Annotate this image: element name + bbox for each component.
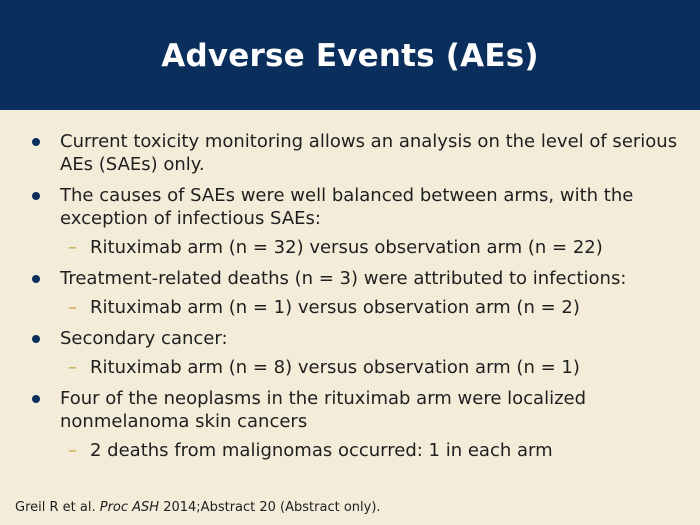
bullet-item	[28, 327, 678, 350]
citation-details: 2014;Abstract 20 (Abstract only).	[163, 500, 381, 515]
sub-bullet-item	[28, 356, 678, 379]
sub-bullet-text: Rituximab arm (n = 1) versus observation arm (n = 2)	[90, 297, 580, 318]
bullet-dot-icon	[32, 138, 40, 146]
bullet-dot-icon	[32, 395, 40, 403]
citation	[15, 500, 381, 515]
bullet-item	[28, 387, 678, 433]
bullet-dot-icon	[32, 275, 40, 283]
bullet-item	[28, 184, 678, 230]
sub-bullet-text: Rituximab arm (n = 8) versus observation arm (n = 1)	[90, 357, 580, 378]
bullet-text: Current toxicity monitoring allows an analysis on the level of serious AEs (SAEs) only.	[60, 131, 678, 175]
sub-bullet-text: 2 deaths from malignomas occurred: 1 in each arm	[90, 440, 553, 461]
bullet-text: Four of the neoplasms in the rituximab arm were localized nonmelanoma skin cancers	[60, 388, 587, 432]
bullet-list	[28, 130, 678, 470]
dash-icon: –	[68, 297, 77, 318]
dash-icon: –	[68, 237, 77, 258]
bullet-text: Secondary cancer:	[60, 328, 228, 349]
sub-bullet-text: Rituximab arm (n = 32) versus observation arm (n = 22)	[90, 237, 603, 258]
sub-bullet-item	[28, 296, 678, 319]
bullet-item	[28, 267, 678, 290]
bullet-dot-icon	[32, 192, 40, 200]
bullet-item	[28, 130, 678, 176]
sub-bullet-item	[28, 236, 678, 259]
citation-authors: Greil R et al.	[15, 500, 96, 515]
bullet-dot-icon	[32, 335, 40, 343]
sub-bullet-item	[28, 439, 678, 462]
dash-icon: –	[68, 357, 77, 378]
slide-header	[0, 0, 700, 110]
dash-icon: –	[68, 440, 77, 461]
citation-journal: Proc ASH	[99, 500, 160, 515]
bullet-text: The causes of SAEs were well balanced between arms, with the exception of infectious SAEs:	[60, 185, 634, 229]
slide-title: Adverse Events (AEs)	[161, 38, 539, 74]
bullet-text: Treatment-related deaths (n = 3) were attributed to infections:	[60, 268, 627, 289]
